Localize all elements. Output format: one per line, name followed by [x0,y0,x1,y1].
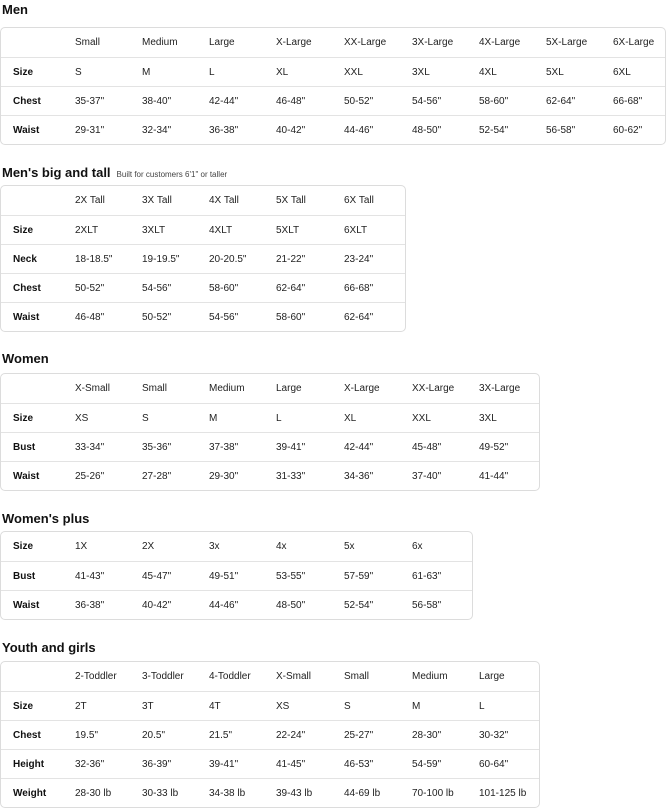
table-cell: 58-60" [209,282,239,294]
section-title-text: Women [2,351,49,366]
table-cell: 23-24" [344,253,374,265]
table-cell: 46-53" [344,758,374,770]
table-row-size [1,691,539,720]
table-cell: 34-38 lb [209,787,246,799]
table-row-size [1,532,472,561]
table-cell: 22-24" [276,729,306,741]
table-cell: 18-18.5" [75,253,113,265]
column-header: 4X-Large [479,37,521,48]
table-cell: 25-27" [344,729,374,741]
table-cell: 52-54" [479,124,509,136]
row-header: Chest [13,729,41,741]
table-cell: 56-58" [412,599,442,611]
table-cell: 4T [209,700,221,712]
section-title-text: Youth and girls [2,640,96,655]
section-title-text: Men [2,2,28,17]
row-header: Chest [13,282,41,294]
table-row-chest [1,720,539,749]
row-header: Size [13,541,34,552]
column-header: Large [479,671,505,682]
table-cell: 52-54" [344,599,374,611]
table-cell: 37-40" [412,470,442,482]
column-header: X-Small [75,383,111,394]
table-cell: 58-60" [479,95,509,107]
column-header: 3X-Large [479,383,521,394]
table-cell: S [344,700,351,712]
table-row-waist [1,461,539,490]
table-cell: 6XLT [344,224,368,236]
table-cell: 46-48" [276,95,306,107]
section-title-women-s-plus [2,511,89,526]
table-cell: 54-56" [142,282,172,294]
table-cell: 35-37" [75,95,105,107]
table-cell: 39-41" [209,758,239,770]
size-table-women-s-plus [0,531,473,620]
table-cell: 44-46" [344,124,374,136]
table-cell: 44-69 lb [344,787,381,799]
table-cell: 40-42" [276,124,306,136]
column-header: Medium [142,37,178,48]
row-header: Waist [13,311,40,323]
table-cell: 3T [142,700,154,712]
row-header: Size [13,412,34,424]
table-header-row [1,186,405,215]
column-header: Large [209,37,235,48]
row-header: Weight [13,787,47,799]
table-cell: 42-44" [344,441,374,453]
column-header: X-Small [276,671,312,682]
column-header: 2X Tall [75,195,105,206]
section-title-men-s-big-and-tall [2,165,227,180]
table-cell: 27-28" [142,470,172,482]
row-header: Size [13,224,34,236]
section-title-text: Men's big and tall [2,165,111,180]
table-cell: 45-47" [142,570,172,582]
table-row-chest [1,86,665,115]
table-cell: M [412,700,421,712]
column-header: XX-Large [344,37,387,48]
table-row-size [1,215,405,244]
row-header: Height [13,758,45,770]
table-cell: 49-51" [209,570,239,582]
section-title-men [2,2,28,17]
table-row-waist [1,302,405,331]
column-header: Medium [209,383,245,394]
column-header: 5X Tall [276,195,306,206]
table-cell: 28-30" [412,729,442,741]
table-cell: 3XL [479,412,497,424]
table-cell: 6x [412,541,423,552]
table-cell: 21-22" [276,253,306,265]
table-cell: 66-68" [613,95,643,107]
table-cell: 44-46" [209,599,239,611]
table-cell: 5XLT [276,224,300,236]
row-header: Bust [13,441,36,453]
table-cell: M [142,66,151,78]
table-row-bust [1,432,539,461]
table-cell: 5XL [546,66,564,78]
table-row-neck [1,244,405,273]
column-header: X-Large [276,37,312,48]
column-header: Medium [412,671,448,682]
table-cell: 29-31" [75,124,105,136]
table-cell: 38-40" [142,95,172,107]
table-cell: 30-32" [479,729,509,741]
table-cell: 41-43" [75,570,105,582]
column-header: 5X-Large [546,37,588,48]
table-cell: 50-52" [344,95,374,107]
table-cell: 58-60" [276,311,306,323]
table-cell: 37-38" [209,441,239,453]
table-cell: 20-20.5" [209,253,247,265]
table-cell: 35-36" [142,441,172,453]
column-header: Small [75,37,101,48]
table-cell: 2T [75,700,87,712]
size-table-men-s-big-and-tall [0,185,406,332]
size-table-women [0,373,540,491]
column-header: XX-Large [412,383,455,394]
table-cell: XL [344,412,357,424]
row-header: Neck [13,253,37,265]
table-cell: 31-33" [276,470,306,482]
table-cell: 50-52" [75,282,105,294]
table-cell: 53-55" [276,570,306,582]
table-cell: 21.5" [209,729,233,741]
column-header: Large [276,383,302,394]
table-header-row [1,662,539,691]
section-title-youth-and-girls [2,640,96,655]
table-cell: 29-30" [209,470,239,482]
table-cell: 28-30 lb [75,787,112,799]
table-cell: 36-38" [75,599,105,611]
table-cell: 62-64" [276,282,306,294]
table-cell: M [209,412,218,424]
column-header: 3X Tall [142,195,172,206]
table-cell: 30-33 lb [142,787,179,799]
row-header: Waist [13,599,40,611]
section-note: Built for customers 6'1" or taller [116,170,228,179]
table-cell: 3XL [412,66,430,78]
table-cell: 25-26" [75,470,105,482]
table-cell: 39-41" [276,441,306,453]
column-header: 3X-Large [412,37,454,48]
column-header: Small [344,671,370,682]
table-cell: XXL [344,66,363,78]
table-row-size [1,403,539,432]
table-cell: 36-38" [209,124,239,136]
table-cell: L [479,700,485,712]
table-cell: 36-39" [142,758,172,770]
table-row-size [1,57,665,86]
table-cell: L [276,412,282,424]
table-cell: 42-44" [209,95,239,107]
table-cell: S [75,66,82,78]
table-cell: 5x [344,541,355,552]
table-cell: 60-62" [613,124,643,136]
table-cell: 54-59" [412,758,442,770]
table-cell: 3x [209,541,220,552]
row-header: Chest [13,95,41,107]
table-cell: 66-68" [344,282,374,294]
row-header: Size [13,700,34,712]
table-cell: 48-50" [276,599,306,611]
table-row-chest [1,273,405,302]
section-title-women [2,351,49,366]
table-cell: 41-45" [276,758,306,770]
table-cell: 60-64" [479,758,509,770]
size-table-youth-and-girls [0,661,540,808]
table-cell: 4XL [479,66,497,78]
table-cell: S [142,412,149,424]
section-title-text: Women's plus [2,511,90,526]
column-header: 4-Toddler [209,671,251,682]
column-header: 6X Tall [344,195,374,206]
table-cell: 57-59" [344,570,374,582]
table-header-row [1,28,665,57]
table-cell: 54-56" [412,95,442,107]
table-cell: 33-34" [75,441,105,453]
table-cell: 70-100 lb [412,787,454,799]
table-row-waist [1,590,472,619]
row-header: Waist [13,470,40,482]
table-cell: 46-48" [75,311,105,323]
table-row-bust [1,561,472,590]
column-header: 3-Toddler [142,671,184,682]
table-cell: XXL [412,412,431,424]
table-cell: 32-36" [75,758,105,770]
column-header: Small [142,383,168,394]
row-header: Size [13,66,34,78]
column-header: 2-Toddler [75,671,117,682]
table-cell: 3XLT [142,224,166,236]
table-cell: 62-64" [546,95,576,107]
table-cell: 40-42" [142,599,172,611]
table-row-waist [1,115,665,144]
column-header: 4X Tall [209,195,239,206]
table-cell: 19.5" [75,729,99,741]
table-cell: XS [276,700,290,712]
table-cell: 6XL [613,66,631,78]
table-cell: 34-36" [344,470,374,482]
size-table-men [0,27,666,145]
column-header: 6X-Large [613,37,655,48]
table-cell: 45-48" [412,441,442,453]
table-cell: 20.5" [142,729,166,741]
row-header: Bust [13,570,36,582]
table-cell: 49-52" [479,441,509,453]
table-cell: 54-56" [209,311,239,323]
table-cell: 61-63" [412,570,442,582]
table-cell: 2XLT [75,224,99,236]
table-cell: 41-44" [479,470,509,482]
table-row-weight [1,778,539,807]
table-header-row [1,374,539,403]
table-cell: 1X [75,541,88,552]
table-cell: 19-19.5" [142,253,180,265]
table-cell: 4XLT [209,224,233,236]
table-cell: XL [276,66,289,78]
table-cell: 56-58" [546,124,576,136]
row-header: Waist [13,124,40,136]
table-cell: 4x [276,541,287,552]
table-cell: 101-125 lb [479,787,527,799]
column-header: X-Large [344,383,380,394]
table-cell: 62-64" [344,311,374,323]
table-cell: 2X [142,541,155,552]
table-row-height [1,749,539,778]
table-cell: 39-43 lb [276,787,313,799]
table-cell: 32-34" [142,124,172,136]
table-cell: L [209,66,215,78]
table-cell: XS [75,412,89,424]
table-cell: 50-52" [142,311,172,323]
table-cell: 48-50" [412,124,442,136]
